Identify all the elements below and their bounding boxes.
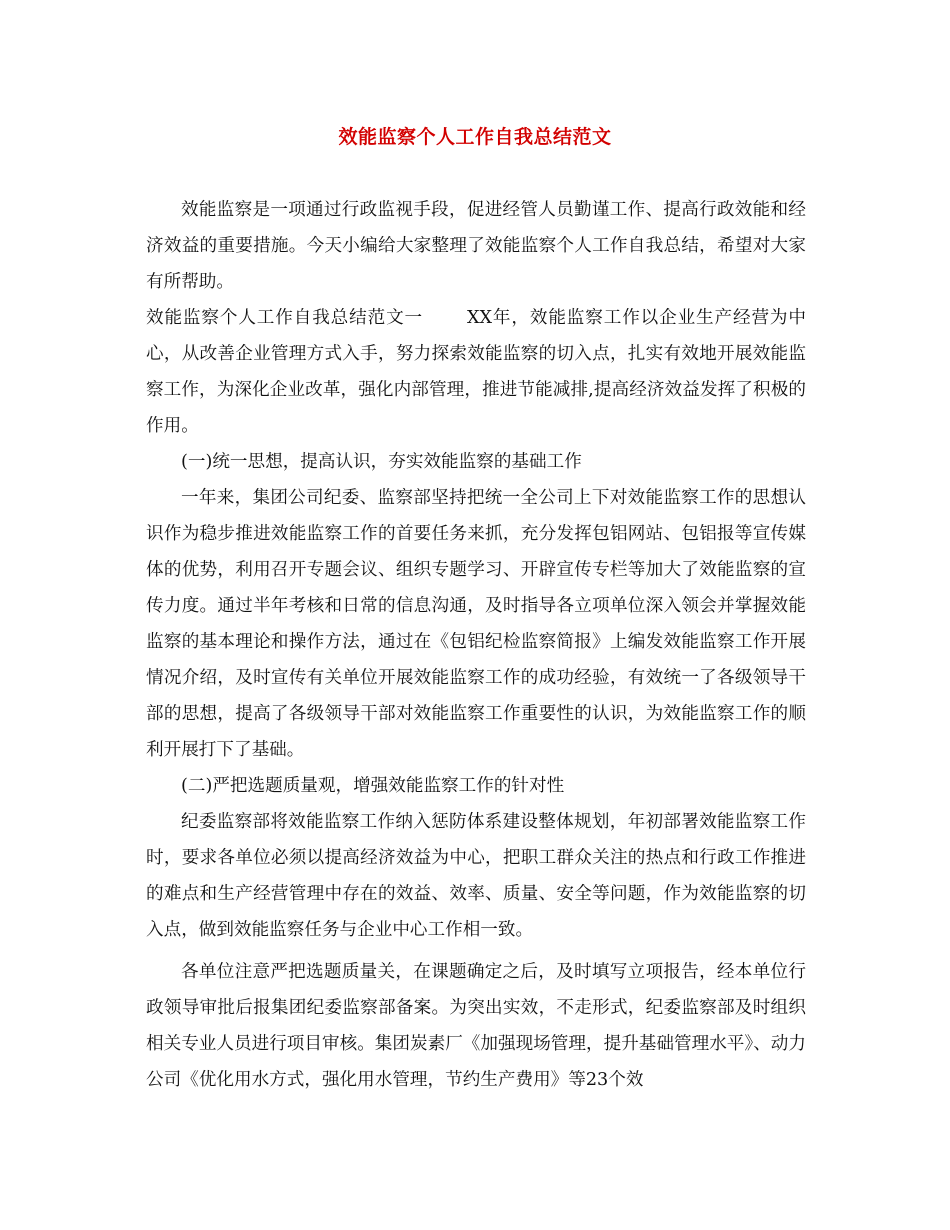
paragraph-1: 一年来，集团公司纪委、监察部坚持把统一全公司上下对效能监察工作的思想认识作为稳步推进效能监察工作的首要任务来抓，充分发挥包铝网站、包铝报等宣传媒体的优势，利用召开专题会议、组织专题学习、开辟宣传专栏等加大了效能监察的宣传力度。通过半年考核和日常的信息沟通，及时指导各立项单位深入领会并掌握效能监察的基本理论和操作方法，通过在《包铝纪检监察简报》上编发效能监察工作开展情况介绍，及时宣传有关单位开展效能监察工作的成功经验，有效统一了各级领导干部的思想，提高了各级领导干部对效能监察工作重要性的认识，为效能监察工作的顺利开展打下了基础。	[146, 488, 806, 760]
section-paragraph	[146, 300, 806, 444]
subheading-2: (二)严把选题质量观，增强效能监察工作的针对性	[181, 776, 565, 796]
document-title: 效能监察个人工作自我总结范文	[338, 126, 612, 148]
intro-paragraph: 效能监察是一项通过行政监视手段，促进经管人员勤谨工作、提高行政效能和经济效益的重要措施。今天小编给大家整理了效能监察个人工作自我总结，希望对大家有所帮助。	[146, 200, 806, 292]
paragraph-2: 纪委监察部将效能监察工作纳入惩防体系建设整体规划，年初部署效能监察工作时，要求各单位必须以提高经济效益为中心，把职工群众关注的热点和行政工作推进的难点和生产经营管理中存在的效益、效率、质量、安全等问题，作为效能监察的切入点，做到效能监察任务与企业中心工作相一致。	[146, 812, 806, 940]
subheading-1: (一)统一思想，提高认识，夯实效能监察的基础工作	[181, 452, 582, 472]
paragraph-3: 各单位注意严把选题质量关，在课题确定之后，及时填写立项报告，经本单位行政领导审批后报集团纪委监察部备案。为突出实效，不走形式，纪委监察部及时组织相关专业人员进行项目审核。集团炭素厂《加强现场管理，提升基础管理水平》、动力公司《优化用水方式，强化用水管理，节约生产费用》等23个效	[146, 962, 806, 1090]
section-heading: 效能监察个人工作自我总结范文一	[146, 308, 423, 328]
document-body	[146, 192, 806, 1098]
section-lead: XX年，效能监察工作以企业生产经营为中心，从改善企业管理方式入手，努力探索效能监察的切入点，扎实有效地开展效能监察工作，为深化企业改革，强化内部管理，推进节能减排,提高经济效益发挥了积极的作用。	[146, 308, 806, 436]
